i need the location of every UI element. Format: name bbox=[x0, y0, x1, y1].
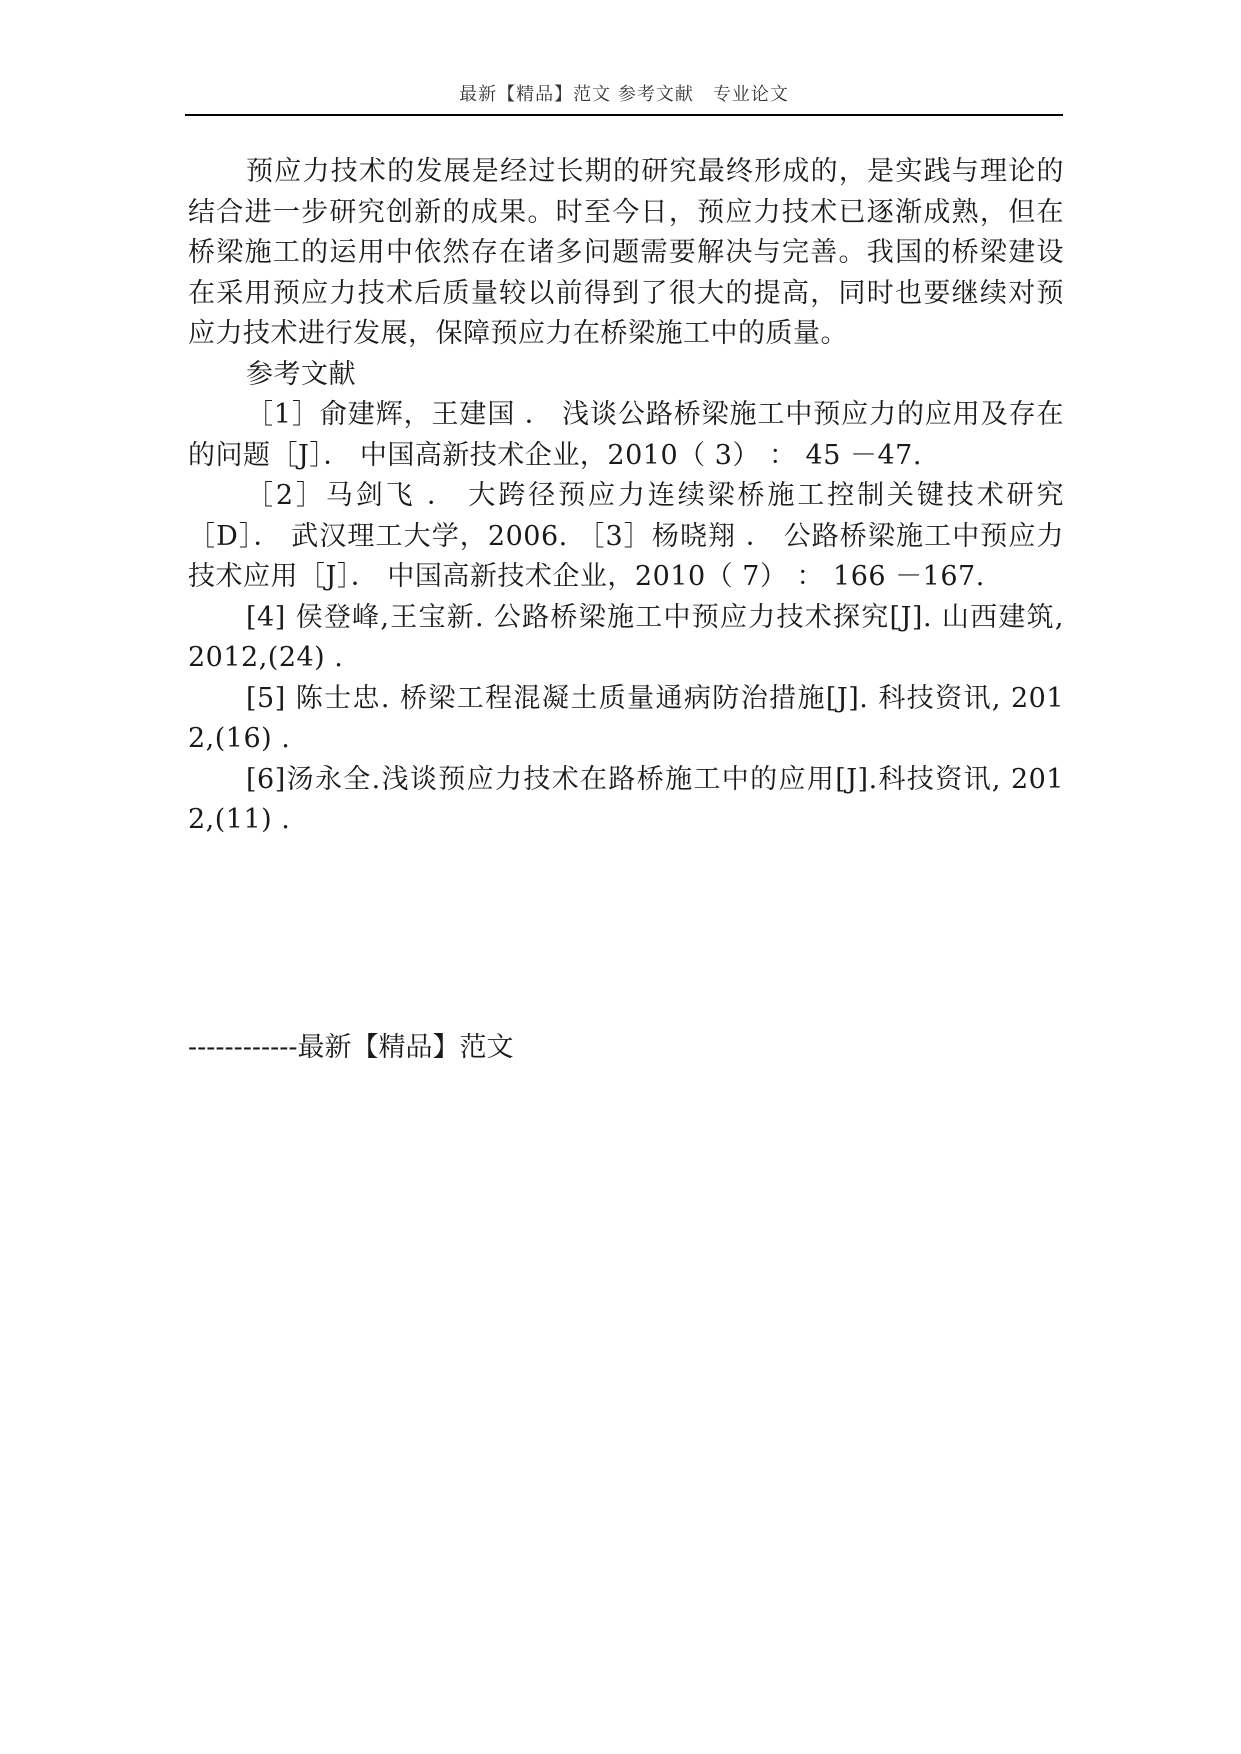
body-paragraph: 预应力技术的发展是经过长期的研究最终形成的，是实践与理论的结合进一步研究创新的成果。时至今日，预应力技术已逐渐成熟，但在桥梁施工的运用中依然存在诸多问题需要解决与完善。我国的桥梁建设在采用预应力技术后质量较以前得到了很大的提高，同时也要继续对预应力技术进行发展，保障预应力在桥梁施工中的质量。 bbox=[188, 156, 1064, 349]
document-body bbox=[188, 152, 1064, 841]
reference-item-2: ［2］马剑飞 ． 大跨径预应力连续梁桥施工控制关键技术研究［D］． 武汉理工大学，2006. ［3］杨晓翔 ． 公路桥梁施工中预应力技术应用［J］． 中国高新技术企业，2010（ 7） ： 166 －167. bbox=[188, 480, 1064, 592]
reference-item-4: [4] 侯登峰,王宝新. 公路桥梁施工中预应力技术探究[J]. 山西建筑, 2012,(24) . bbox=[188, 601, 1064, 673]
page-footer: ------------最新【精品】范文 bbox=[188, 1032, 514, 1063]
reference-item-5: [5] 陈士忠. 桥梁工程混凝土质量通病防治措施[J]. 科技资讯, 2012,(16) . bbox=[188, 682, 1064, 754]
reference-item-1: ［1］俞建辉，王建国 ． 浅谈公路桥梁施工中预应力的应用及存在的问题［J］． 中国高新技术企业，2010（ 3） ： 45 －47. bbox=[188, 399, 1064, 471]
page-header: 最新【精品】范文 参考文献 专业论文 bbox=[459, 84, 789, 105]
references-heading: 参考文献 bbox=[246, 358, 356, 390]
header-divider bbox=[185, 114, 1063, 116]
reference-item-6: [6]汤永全.浅谈预应力技术在路桥施工中的应用[J].科技资讯, 2012,(11) . bbox=[188, 763, 1064, 835]
